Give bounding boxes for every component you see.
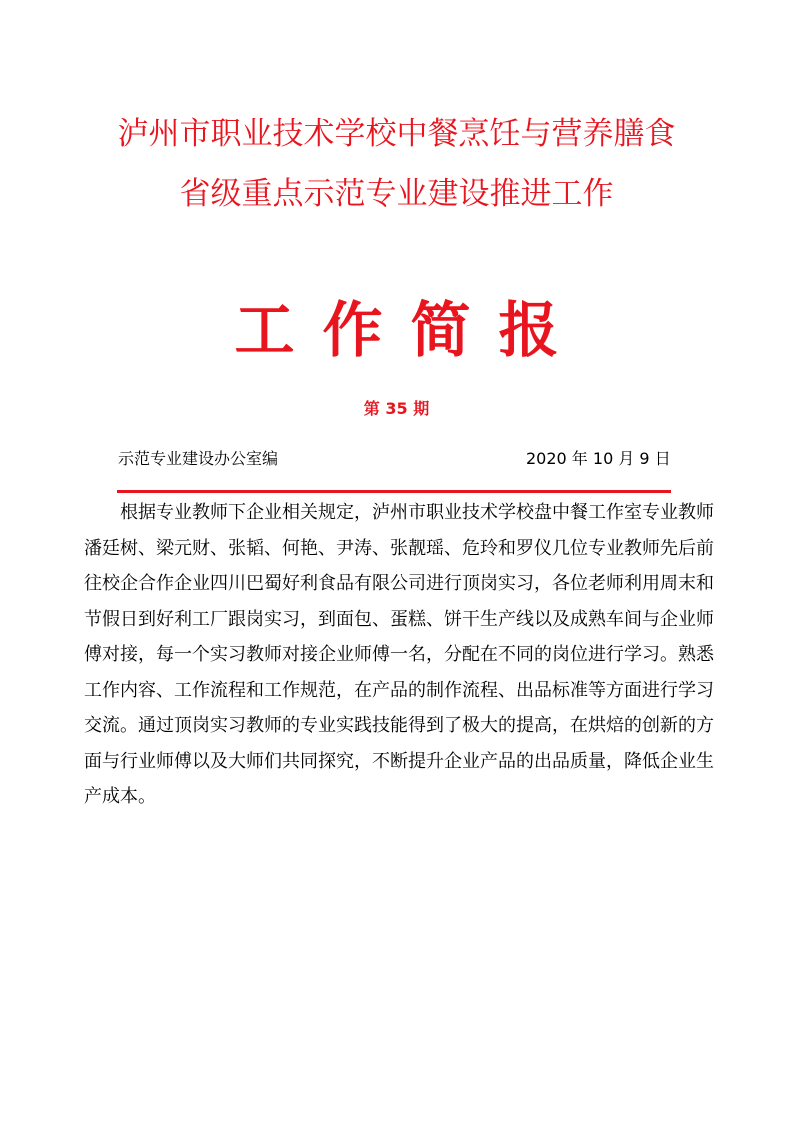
article-paragraph: 根据专业教师下企业相关规定，泸州市职业技术学校盘中餐工作室专业教师潘廷树、梁元财、张韬、何艳、尹涛、张靓瑶、危玲和罗仪几位专业教师先后前往校企合作企业四川巴蜀好利食品有限公司进行顶岗实习，各位老师利用周末和节假日到好利工厂跟岗实习，到面包、蛋糕、饼干生产线以及成熟车间与企业师傅对接，每一个实习教师对接企业师傅一名，分配在不同的岗位进行学习。熟悉工作内容、工作流程和工作规范，在产品的制作流程、出品标准等方面进行学习交流。通过顶岗实习教师的专业实践技能得到了极大的提高，在烘焙的创新的方面与行业师傅以及大师们共同探究，不断提升企业产品的出品质量，降低企业生产成本。 <box>84 502 714 807</box>
publish-date: 2020 年 10 月 9 日 <box>526 449 671 468</box>
issue-number: 第 35 期 <box>363 399 430 418</box>
document-title-line-2: 省级重点示范专业建设推进工作 <box>179 176 614 212</box>
editor-office: 示范专业建设办公室编 <box>118 449 279 468</box>
bulletin-title: 工作简报 <box>234 296 587 366</box>
document-title-line-1: 泸州市职业技术学校中餐烹饪与营养膳食 <box>117 116 676 152</box>
red-divider <box>117 490 671 493</box>
